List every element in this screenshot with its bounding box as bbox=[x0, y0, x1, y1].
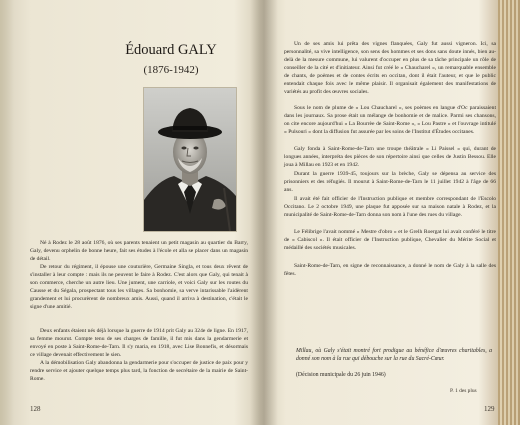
paragraph: Un de ses amis lui prêta des vignes flanquées, Galy fut aussi vigneron. Ici, sa personnalité, sa vive intelligence, son sens des hommes et ses dons sans doute innés, bien au-delà de la mesure commune, lui valurent d'occuper en plus de sa tâche principale un rôle de conseiller de la cité et d'initiateur. Ainsi fut créé le « Chaucharel », un remarquable ensemble de chants, de poèmes et de contes écrits en occitan, dont il était l'auteur, et que le public entendait chaque fois avec le même plaisir. Il organisait également des manifestations de variétés au profit des œuvres sociales. bbox=[284, 41, 496, 96]
page-number: 129 bbox=[484, 405, 495, 413]
caption-source: (Décision municipale du 26 juin 1946) bbox=[296, 372, 386, 378]
paragraph: Durant la guerre 1939-45, toujours sur la brèche, Galy se dépensa au service des prisonniers et des réfugiés. Il mourut à Saint-Rome-de-Tarn le 11 juillet 1942 à l'âge de 66 ans. bbox=[284, 171, 496, 194]
right-page bbox=[262, 0, 520, 425]
paragraph: Saint-Rome-de-Tarn, en signe de reconnaissance, a donné le nom de Galy à la salle des fêtes. bbox=[284, 263, 496, 278]
paragraph: Deux enfants étaient nés déjà lorsque la guerre de 1914 prit Galy au 324e de ligne. En 1917, sa femme mourut. Compte tenu de ses charges de famille, il fut mis dans la gendarmerie et envoyé en poste à Saint-Rome-de-Tarn. Il s'y maria, en 1918, avec Lise Bonnefis, et désormais ce village devenait effectivement le sien. bbox=[30, 328, 248, 359]
page-edges bbox=[498, 0, 520, 425]
caption-text: Millau, où Galy s'était montré fort prodigue au bénéfice d'œuvres charitables, a donné son nom à la rue qui débouche sur la rue du Sacré-Cœur. bbox=[296, 348, 492, 362]
book-spine bbox=[250, 0, 278, 425]
paragraph: Galy fonda à Saint-Rome-de-Tarn une troupe théâtrale « Li Paissel » qui, durant de longues années, interpréta des pièces de son répertoire ainsi que celles de Justin Bessou. Elle joua à Millau en 1923 et en 1942. bbox=[284, 146, 496, 169]
paragraph: Né à Rodez le 28 août 1876, où ses parents tenaient un petit magasin au quartier du Barry, Galy, devenu orphelin de bonne heure, fait ses études à l'école et alla se placer dans un magasin de détail. bbox=[30, 240, 248, 263]
paragraph: A la démobilisation Galy abandonna la gendarmerie pour s'occuper de justice de paix pour y rendre service et ajouter quelque temps plus tard, la fonction de secrétaire de la mairie de Saint-Rome. bbox=[30, 360, 248, 383]
page-title: Édouard GALY bbox=[125, 42, 217, 58]
paragraph: Le Félibrige l'avait nommé « Mestre d'obro » et le Grelh Roergat lui avait conféré le titre de « Cabiscol ». Il était officier de l'Instruction publique, Chevalier du Mérite Social et médaillé des sociétés musicales. bbox=[284, 229, 496, 252]
paragraph: De retour du régiment, il épouse une couturière, Germaine Singla, et tous deux rêvent de s'installer à leur compte : mais ils ne peuvent le faire à Rodez. C'est alors que Galy, qui tenait à son commerce, cherche un autre lieu. Une jument, une carriole, et voici Galy sur les routes du Causse et du Ségala, prospectant tous les villages. Sa bonhomie, sa verve intarissable l'aidèrent grandement et lui procurèrent de nombreux amis. Aussi, quand il arriva à destination, c'était le signe d'une amitié. bbox=[30, 264, 248, 311]
footnote: P. 1 des plus bbox=[450, 388, 477, 394]
portrait-photo bbox=[143, 87, 237, 232]
paragraph: Il avait été fait officier de l'Instruction publique et membre correspondant de l'Escolo Occitano. Le 2 octobre 1949, une plaque fut apposée sur sa maison natale à Rodez, et la municipalité de Saint-Rome-de-Tarn donna son nom à l'une des rues du village. bbox=[284, 196, 496, 219]
portrait-image bbox=[144, 88, 236, 231]
life-years: (1876-1942) bbox=[143, 64, 199, 76]
page-number: 128 bbox=[30, 405, 41, 413]
paragraph: Sous le nom de plume de « Lou Chaucharel », ses poèmes en langue d'Oc paraissaient dans les journaux. Sa prose était un mélange de bonhomie et de malice. Parmi ses chansons, on cite encore aujourd'hui « La Bourrèe de Saint-Rome », « Lou Pastre » et l'ouvrage intitulé « Pulsouri » dont la diffusion fut assurée par les soins de l'Institut d'Études occitanes. bbox=[284, 105, 496, 136]
